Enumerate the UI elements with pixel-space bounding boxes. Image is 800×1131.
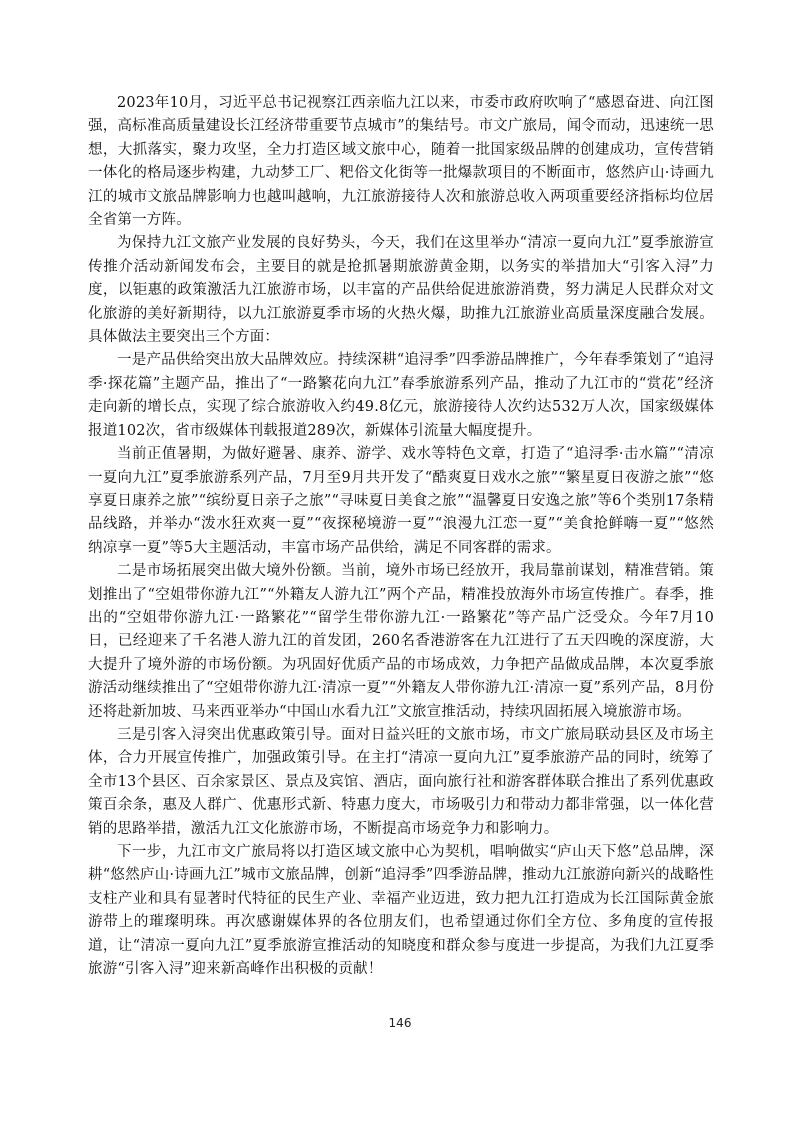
paragraph-point-two: 二是市场拓展突出做大境外份额。当前，境外市场已经放开，我局靠前谋划，精准营销。策划推出了“空姐带你游九江”“外籍友人游九江”两个产品，精准投放海外市场宣传推广。春季，推出的“空姐带你游九江·一路繁花”“留学生带你游九江·一路繁花”等产品广泛受众。今年7月10日，已经迎来了千名港人游九江的首发团，260名香港游客在九江进行了五天四晚的深度游，大大提升了境外游的市场份额。为巩固好优质产品的市场成效，力争把产品做成品牌，本次夏季旅游活动继续推出了“空姐带你游九江·清凉一夏”“外籍友人带你游九江·清凉一夏”系列产品，8月份还将赴新加坡、马来西亚举办“中国山水看九江”文旅宣推活动，持续巩固拓展入境旅游市场。 [88,563,714,720]
paragraph-point-one: 一是产品供给突出放大品牌效应。持续深耕“追浔季”四季游品牌推广，今年春季策划了“追浔季·探花篇”主题产品，推出了“一路繁花向九江”春季旅游系列产品，推动了九江市的“赏花”经济走向新的增长点，实现了综合旅游收入约49.8亿元，旅游接待人次约达532万人次，国家级媒体报道102次，省市级媒体刊载报道289次，新媒体引流量大幅度提升。 [88,352,714,439]
paragraph-summer-products: 当前正值暑期，为做好避暑、康养、游学、戏水等特色文章，打造了“追浔季·击水篇”“清凉一夏向九江”夏季旅游系列产品，7月至9月共开发了“酷爽夏日戏水之旅”“繁星夏日夜游之旅”“悠享夏日康养之旅”“缤纷夏日亲子之旅”“寻味夏日美食之旅”“温馨夏日安逸之旅”等6个类别17条精品线路，并举办“泼水狂欢爽一夏”“夜探秘境游一夏”“浪漫九江恋一夏”“美食抢鲜嗨一夏”“悠然纳凉享一夏”等5大主题活动，丰富市场产品供给，满足不同客群的需求。 [88,446,714,556]
document-body [88,92,714,981]
paragraph-next-steps: 下一步，九江市文广旅局将以打造区域文旅中心为契机，唱响做实“庐山天下悠”总品牌，深耕“悠然庐山·诗画九江”城市文旅品牌，创新“追浔季”四季游品牌，推动九江旅游向新兴的战略性支柱产业和具有显著时代特征的民生产业、幸福产业迈进，致力把九江打造成为长江国际黄金旅游带上的璀璨明珠。再次感谢媒体界的各位朋友们，也希望通过你们全方位、多角度的宣传报道，让“清凉一夏向九江”夏季旅游宣推活动的知晓度和群众参与度进一步提高，为我们九江夏季旅游“引客入浔”迎来新高峰作出积极的贡献！ [88,844,714,978]
paragraph-intro: 2023年10月，习近平总书记视察江西亲临九江以来，市委市政府吹响了“感恩奋进、向江图强，高标准高质量建设长江经济带重要节点城市”的集结号。市文广旅局，闻令而动，迅速统一思想，大抓落实，聚力攻坚，全力打造区域文旅中心，随着一批国家级品牌的创建成功，宣传营销一体化的格局逐步构建，九动梦工厂、粑俗文化街等一批爆款项目的不断面市，悠然庐山·诗画九江的城市文旅品牌影响力也越叫越响，九江旅游接待人次和旅游总收入两项重要经济指标均位居全省第一方阵。 [88,95,714,229]
paragraph-purpose: 为保持九江文旅产业发展的良好势头，今天，我们在这里举办“清凉一夏向九江”夏季旅游宣传推介活动新闻发布会，主要目的就是抢抓暑期旅游黄金期，以务实的举措加大“引客入浔”力度，以钜惠的政策激活九江旅游市场，以丰富的产品供给促进旅游消费，努力满足人民群众对文化旅游的美好新期待，以九江旅游夏季市场的火热火爆，助推九江旅游业高质量深度融合发展。具体做法主要突出三个方面： [88,235,714,346]
page-number: 146 [388,1016,412,1030]
paragraph-point-three: 三是引客入浔突出优惠政策引导。面对日益兴旺的文旅市场，市文广旅局联动县区及市场主体，合力开展宣传推广，加强政策引导。在主打“清凉一夏向九江”夏季旅游产品的同时，统筹了全市13个县区、百余家景区、景点及宾馆、酒店，面向旅行社和游客群体联合推出了系列优惠政策百余条，惠及人群广、优惠形式新、特惠力度大，市场吸引力和带动力都非常强，以一体化营销的思路举措，激活九江文化旅游市场，不断提高市场竞争力和影响力。 [88,726,714,837]
